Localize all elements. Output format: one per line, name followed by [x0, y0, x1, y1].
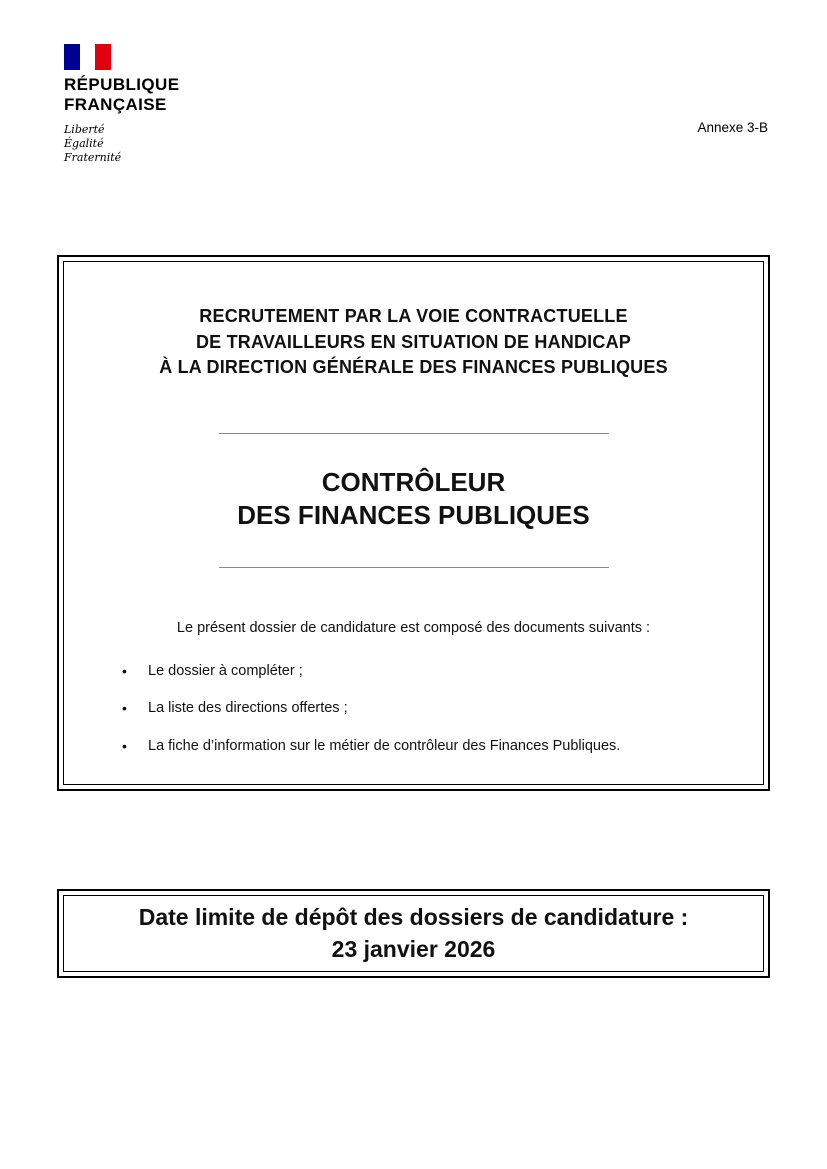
- recruitment-title-line3: À LA DIRECTION GÉNÉRALE DES FINANCES PUBLIQUES: [159, 357, 668, 378]
- annexe-label: Annexe 3-B: [697, 120, 768, 135]
- main-framed-box-inner: [63, 261, 764, 785]
- main-framed-box: [57, 255, 770, 791]
- logo-title: [64, 75, 179, 115]
- list-item: [122, 735, 735, 758]
- bullet-icon: •: [122, 737, 127, 754]
- bullet-icon: •: [122, 663, 127, 680]
- deadline-framed-box: [57, 889, 770, 978]
- job-title-line1: CONTRÔLEUR: [321, 466, 506, 497]
- deadline-framed-box-inner: [63, 895, 764, 972]
- list-item-text: La fiche d’information sur le métier de contrôleur des Finances Publiques.: [148, 737, 621, 754]
- motto-egalite: Égalité: [64, 136, 104, 150]
- list-item-text: La liste des directions offertes ;: [148, 700, 348, 717]
- recruitment-title: [92, 304, 735, 381]
- republique-francaise-logo: [64, 44, 179, 164]
- bullet-icon: •: [122, 700, 127, 717]
- list-item: [122, 697, 735, 720]
- deadline-label: Date limite de dépôt des dossiers de candidature :: [138, 904, 689, 931]
- french-flag-icon: [64, 44, 111, 70]
- flag-white-stripe: [80, 44, 96, 70]
- job-title-line2: DES FINANCES PUBLIQUES: [237, 500, 590, 531]
- deadline-date: 23 janvier 2026: [331, 935, 496, 962]
- list-item: [122, 660, 735, 683]
- logo-title-line1: RÉPUBLIQUE: [64, 75, 180, 94]
- motto-liberte: Liberté: [64, 123, 105, 137]
- job-title: [92, 466, 735, 534]
- logo-title-line2: FRANÇAISE: [64, 95, 167, 115]
- horizontal-divider-top: [219, 433, 609, 434]
- recruitment-title-line2: DE TRAVAILLEURS EN SITUATION DE HANDICAP: [195, 331, 631, 352]
- recruitment-title-line1: RECRUTEMENT PAR LA VOIE CONTRACTUELLE: [199, 306, 628, 326]
- dossier-intro-text: Le présent dossier de candidature est composé des documents suivants :: [176, 620, 651, 637]
- flag-blue-stripe: [64, 44, 80, 70]
- dossier-contents-list: [92, 660, 735, 758]
- flag-red-stripe: [95, 44, 111, 70]
- motto-fraternite: Fraternité: [64, 150, 122, 164]
- list-item-text: Le dossier à compléter ;: [148, 663, 303, 680]
- horizontal-divider-bottom: [219, 567, 609, 568]
- logo-motto: [64, 123, 179, 164]
